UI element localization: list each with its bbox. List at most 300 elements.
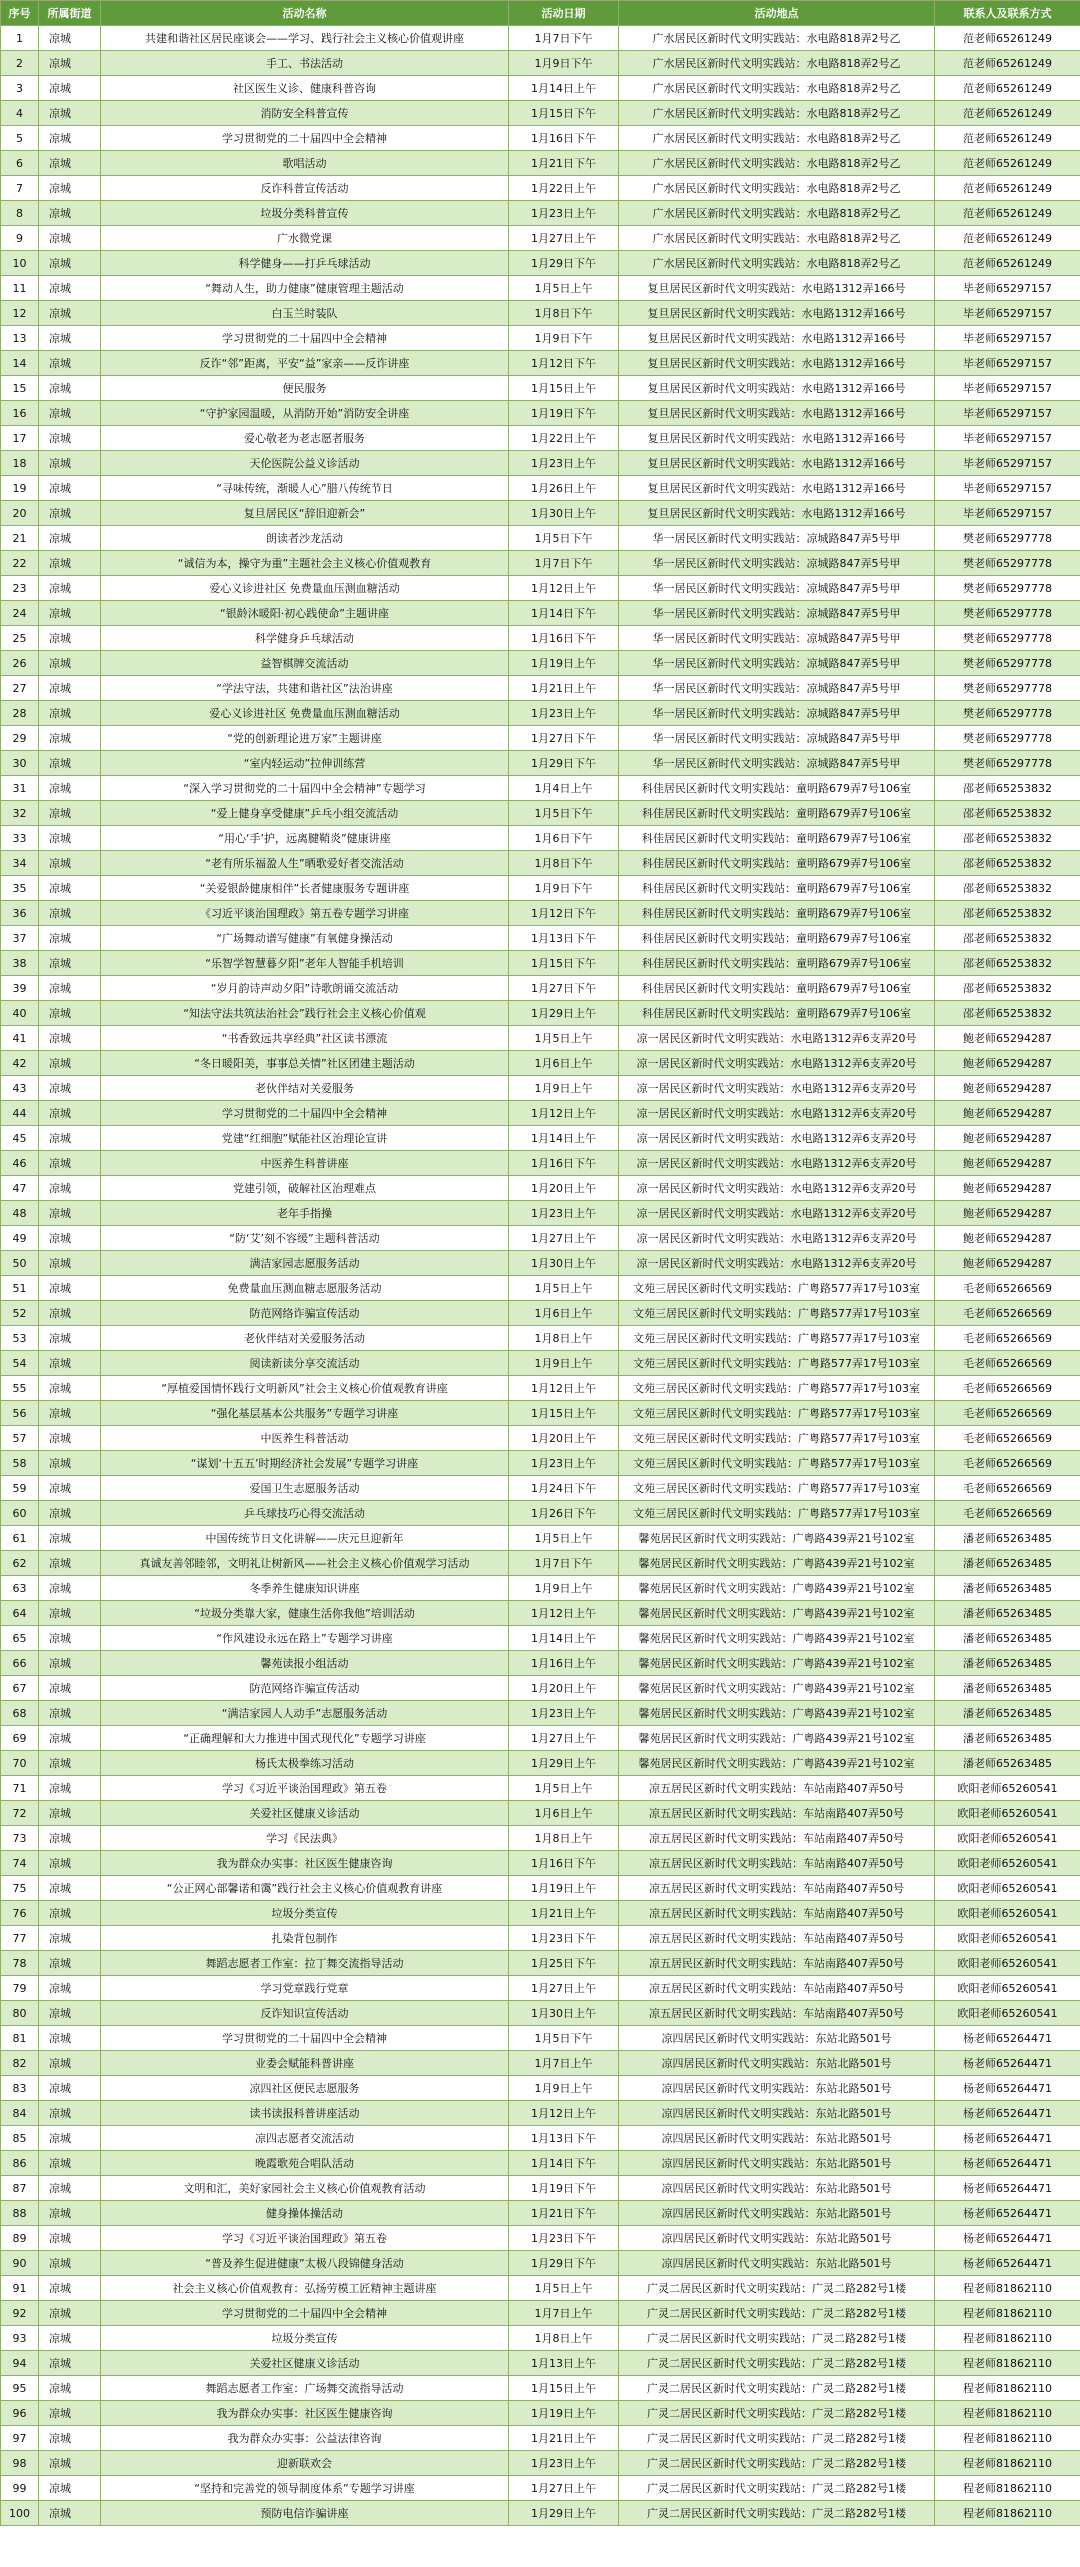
- cell-index: 49: [1, 1226, 39, 1251]
- cell-contact: 毕老师65297157: [935, 426, 1080, 451]
- cell-contact: 欧阳老师65260541: [935, 1901, 1080, 1926]
- cell-activity-location: 凉五居民区新时代文明实践站：车站南路407弄50号: [619, 1851, 935, 1876]
- cell-street: 凉城: [39, 451, 101, 476]
- table-row: [1, 651, 1080, 676]
- cell-activity-date: 1月23日上午: [509, 2451, 619, 2476]
- cell-index: 16: [1, 401, 39, 426]
- cell-contact: 毛老师65266569: [935, 1376, 1080, 1401]
- cell-activity-date: 1月23日上午: [509, 201, 619, 226]
- cell-activity-date: 1月19日上午: [509, 1876, 619, 1901]
- table-row: [1, 426, 1080, 451]
- table-row: [1, 26, 1080, 51]
- cell-activity-location: 馨苑居民区新时代文明实践站：广粤路439弄21号102室: [619, 1526, 935, 1551]
- cell-index: 46: [1, 1151, 39, 1176]
- cell-contact: 毕老师65297157: [935, 401, 1080, 426]
- cell-index: 100: [1, 2501, 39, 2526]
- table-row: [1, 2326, 1080, 2351]
- cell-activity-name: 共建和谐社区居民座谈会——学习、践行社会主义核心价值观讲座: [101, 26, 509, 51]
- cell-activity-date: 1月21日上午: [509, 1901, 619, 1926]
- cell-contact: 杨老师65264471: [935, 2226, 1080, 2251]
- cell-index: 88: [1, 2201, 39, 2226]
- cell-contact: 杨老师65264471: [935, 2126, 1080, 2151]
- cell-contact: 潘老师65263485: [935, 1651, 1080, 1676]
- table-row: [1, 76, 1080, 101]
- cell-contact: 欧阳老师65260541: [935, 1826, 1080, 1851]
- cell-activity-name: “正确理解和大力推进中国式现代化”专题学习讲座: [101, 1726, 509, 1751]
- cell-activity-location: 广灵二居民区新时代文明实践站：广灵二路282号1楼: [619, 2501, 935, 2526]
- cell-activity-name: 读书读报科普讲座活动: [101, 2101, 509, 2126]
- cell-street: 凉城: [39, 926, 101, 951]
- cell-street: 凉城: [39, 1201, 101, 1226]
- table-row: [1, 1626, 1080, 1651]
- cell-activity-location: 科佳居民区新时代文明实践站：童明路679弄7号106室: [619, 951, 935, 976]
- cell-activity-date: 1月13日下午: [509, 926, 619, 951]
- table-row: [1, 601, 1080, 626]
- cell-activity-date: 1月16日下午: [509, 126, 619, 151]
- cell-street: 凉城: [39, 1626, 101, 1651]
- cell-activity-location: 复旦居民区新时代文明实践站：水电路1312弄166号: [619, 476, 935, 501]
- cell-street: 凉城: [39, 376, 101, 401]
- cell-activity-date: 1月12日上午: [509, 2101, 619, 2126]
- table-row: [1, 2301, 1080, 2326]
- cell-index: 28: [1, 701, 39, 726]
- table-row: [1, 201, 1080, 226]
- cell-contact: 范老师65261249: [935, 26, 1080, 51]
- cell-contact: 程老师81862110: [935, 2301, 1080, 2326]
- cell-contact: 樊老师65297778: [935, 526, 1080, 551]
- cell-activity-location: 科佳居民区新时代文明实践站：童明路679弄7号106室: [619, 776, 935, 801]
- cell-street: 凉城: [39, 1801, 101, 1826]
- cell-index: 26: [1, 651, 39, 676]
- table-row: [1, 1926, 1080, 1951]
- cell-activity-location: 广灵二居民区新时代文明实践站：广灵二路282号1楼: [619, 2476, 935, 2501]
- cell-activity-location: 华一居民区新时代文明实践站：凉城路847弄5号甲: [619, 651, 935, 676]
- table-row: [1, 351, 1080, 376]
- cell-index: 31: [1, 776, 39, 801]
- cell-activity-date: 1月6日下午: [509, 826, 619, 851]
- cell-activity-location: 凉五居民区新时代文明实践站：车站南路407弄50号: [619, 1776, 935, 1801]
- cell-activity-name: 关爱社区健康义诊活动: [101, 2351, 509, 2376]
- table-row: [1, 701, 1080, 726]
- cell-activity-location: 馨苑居民区新时代文明实践站：广粤路439弄21号102室: [619, 1651, 935, 1676]
- table-row: [1, 626, 1080, 651]
- cell-contact: 潘老师65263485: [935, 1551, 1080, 1576]
- cell-activity-date: 1月29日上午: [509, 1751, 619, 1776]
- cell-activity-location: 凉五居民区新时代文明实践站：车站南路407弄50号: [619, 1976, 935, 2001]
- header-street: 所属街道: [39, 1, 101, 26]
- cell-contact: 鲍老师65294287: [935, 1201, 1080, 1226]
- cell-activity-date: 1月27日上午: [509, 1726, 619, 1751]
- cell-activity-location: 凉四居民区新时代文明实践站：东站北路501号: [619, 2226, 935, 2251]
- cell-activity-name: 迎新联欢会: [101, 2451, 509, 2476]
- cell-contact: 邵老师65253832: [935, 901, 1080, 926]
- cell-index: 17: [1, 426, 39, 451]
- cell-street: 凉城: [39, 2126, 101, 2151]
- table-row: [1, 1251, 1080, 1276]
- table-row: [1, 1501, 1080, 1526]
- cell-activity-name: 党建引领，破解社区治理难点: [101, 1176, 509, 1201]
- cell-activity-date: 1月29日上午: [509, 1001, 619, 1026]
- cell-activity-name: “作风建设永远在路上”专题学习讲座: [101, 1626, 509, 1651]
- cell-contact: 程老师81862110: [935, 2351, 1080, 2376]
- cell-activity-location: 凉四居民区新时代文明实践站：东站北路501号: [619, 2151, 935, 2176]
- cell-activity-date: 1月21日下午: [509, 2201, 619, 2226]
- cell-contact: 范老师65261249: [935, 201, 1080, 226]
- cell-street: 凉城: [39, 151, 101, 176]
- cell-contact: 鲍老师65294287: [935, 1101, 1080, 1126]
- table-row: [1, 2276, 1080, 2301]
- cell-activity-location: 凉五居民区新时代文明实践站：车站南路407弄50号: [619, 1926, 935, 1951]
- cell-street: 凉城: [39, 1351, 101, 1376]
- cell-activity-date: 1月12日上午: [509, 1101, 619, 1126]
- cell-index: 22: [1, 551, 39, 576]
- cell-street: 凉城: [39, 1226, 101, 1251]
- table-row: [1, 326, 1080, 351]
- cell-activity-name: 科学健身乒乓球活动: [101, 626, 509, 651]
- cell-activity-location: 凉一居民区新时代文明实践站：水电路1312弄6支弄20号: [619, 1201, 935, 1226]
- cell-street: 凉城: [39, 576, 101, 601]
- cell-index: 58: [1, 1451, 39, 1476]
- cell-activity-date: 1月6日上午: [509, 1301, 619, 1326]
- cell-activity-location: 凉五居民区新时代文明实践站：车站南路407弄50号: [619, 1951, 935, 1976]
- table-row: [1, 1151, 1080, 1176]
- cell-activity-name: 垃圾分类宣传: [101, 1901, 509, 1926]
- cell-activity-location: 凉四居民区新时代文明实践站：东站北路501号: [619, 2076, 935, 2101]
- cell-index: 62: [1, 1551, 39, 1576]
- cell-activity-name: “公正网心部馨诺和霭”践行社会主义核心价值观教育讲座: [101, 1876, 509, 1901]
- cell-contact: 欧阳老师65260541: [935, 1951, 1080, 1976]
- cell-index: 52: [1, 1301, 39, 1326]
- cell-activity-location: 广水居民区新时代文明实践站：水电路818弄2号乙: [619, 126, 935, 151]
- cell-street: 凉城: [39, 1551, 101, 1576]
- cell-activity-date: 1月24日下午: [509, 1476, 619, 1501]
- table-row: [1, 1526, 1080, 1551]
- cell-activity-date: 1月5日上午: [509, 1776, 619, 1801]
- cell-index: 39: [1, 976, 39, 1001]
- cell-activity-name: “党的创新理论进万家”主题讲座: [101, 726, 509, 751]
- cell-activity-name: 科学健身——打乒乓球活动: [101, 251, 509, 276]
- cell-street: 凉城: [39, 526, 101, 551]
- table-row: [1, 2101, 1080, 2126]
- table-row: [1, 1701, 1080, 1726]
- cell-activity-name: 中医养生科普活动: [101, 1426, 509, 1451]
- cell-activity-date: 1月6日上午: [509, 1051, 619, 1076]
- cell-activity-location: 复旦居民区新时代文明实践站：水电路1312弄166号: [619, 351, 935, 376]
- cell-activity-date: 1月30日上午: [509, 1251, 619, 1276]
- cell-street: 凉城: [39, 201, 101, 226]
- cell-street: 凉城: [39, 2226, 101, 2251]
- cell-activity-date: 1月8日上午: [509, 2326, 619, 2351]
- cell-street: 凉城: [39, 851, 101, 876]
- cell-contact: 毕老师65297157: [935, 326, 1080, 351]
- cell-index: 89: [1, 2226, 39, 2251]
- cell-index: 68: [1, 1701, 39, 1726]
- cell-index: 38: [1, 951, 39, 976]
- cell-activity-date: 1月27日上午: [509, 226, 619, 251]
- table-row: [1, 1376, 1080, 1401]
- cell-activity-location: 科佳居民区新时代文明实践站：童明路679弄7号106室: [619, 876, 935, 901]
- cell-activity-location: 凉五居民区新时代文明实践站：车站南路407弄50号: [619, 1876, 935, 1901]
- cell-street: 凉城: [39, 1451, 101, 1476]
- table-row: [1, 2176, 1080, 2201]
- cell-activity-date: 1月5日上午: [509, 1026, 619, 1051]
- cell-contact: 潘老师65263485: [935, 1626, 1080, 1651]
- cell-index: 81: [1, 2026, 39, 2051]
- cell-activity-date: 1月7日上午: [509, 2051, 619, 2076]
- cell-activity-location: 凉一居民区新时代文明实践站：水电路1312弄6支弄20号: [619, 1226, 935, 1251]
- cell-activity-location: 凉一居民区新时代文明实践站：水电路1312弄6支弄20号: [619, 1176, 935, 1201]
- cell-activity-location: 凉一居民区新时代文明实践站：水电路1312弄6支弄20号: [619, 1251, 935, 1276]
- cell-activity-name: 天伦医院公益义诊活动: [101, 451, 509, 476]
- table-row: [1, 1651, 1080, 1676]
- cell-activity-name: “垃圾分类靠大家，健康生活你我他”培训活动: [101, 1601, 509, 1626]
- cell-activity-name: “用心‘手’护，远离腱鞘炎”健康讲座: [101, 826, 509, 851]
- cell-street: 凉城: [39, 1176, 101, 1201]
- cell-street: 凉城: [39, 501, 101, 526]
- cell-contact: 毕老师65297157: [935, 351, 1080, 376]
- cell-activity-name: “厚植爱国情怀践行文明新风”社会主义核心价值观教育讲座: [101, 1376, 509, 1401]
- cell-contact: 杨老师65264471: [935, 2176, 1080, 2201]
- cell-activity-date: 1月6日上午: [509, 1801, 619, 1826]
- cell-street: 凉城: [39, 551, 101, 576]
- cell-contact: 潘老师65263485: [935, 1676, 1080, 1701]
- cell-activity-date: 1月23日下午: [509, 2226, 619, 2251]
- cell-activity-location: 科佳居民区新时代文明实践站：童明路679弄7号106室: [619, 926, 935, 951]
- cell-activity-location: 华一居民区新时代文明实践站：凉城路847弄5号甲: [619, 551, 935, 576]
- cell-activity-location: 文苑三居民区新时代文明实践站：广粤路577弄17号103室: [619, 1451, 935, 1476]
- cell-activity-name: “舞动人生，助力健康”健康管理主题活动: [101, 276, 509, 301]
- cell-index: 95: [1, 2376, 39, 2401]
- cell-activity-date: 1月12日下午: [509, 901, 619, 926]
- cell-activity-date: 1月29日下午: [509, 2251, 619, 2276]
- cell-activity-date: 1月5日上午: [509, 2276, 619, 2301]
- cell-activity-date: 1月14日上午: [509, 1126, 619, 1151]
- table-row: [1, 151, 1080, 176]
- cell-activity-location: 广水居民区新时代文明实践站：水电路818弄2号乙: [619, 26, 935, 51]
- header-activity-date: 活动日期: [509, 1, 619, 26]
- cell-activity-date: 1月14日下午: [509, 601, 619, 626]
- cell-index: 71: [1, 1776, 39, 1801]
- cell-contact: 杨老师65264471: [935, 2051, 1080, 2076]
- cell-contact: 樊老师65297778: [935, 701, 1080, 726]
- cell-index: 80: [1, 2001, 39, 2026]
- cell-index: 69: [1, 1726, 39, 1751]
- cell-street: 凉城: [39, 1076, 101, 1101]
- table-row: [1, 2201, 1080, 2226]
- cell-street: 凉城: [39, 1476, 101, 1501]
- table-row: [1, 1876, 1080, 1901]
- cell-contact: 毛老师65266569: [935, 1326, 1080, 1351]
- table-row: [1, 2051, 1080, 2076]
- cell-activity-name: 复旦居民区“辞旧迎新会”: [101, 501, 509, 526]
- cell-index: 54: [1, 1351, 39, 1376]
- cell-activity-name: 馨苑读报小组活动: [101, 1651, 509, 1676]
- table-row: [1, 726, 1080, 751]
- cell-street: 凉城: [39, 1401, 101, 1426]
- cell-street: 凉城: [39, 1301, 101, 1326]
- cell-contact: 欧阳老师65260541: [935, 1876, 1080, 1901]
- cell-index: 61: [1, 1526, 39, 1551]
- cell-index: 65: [1, 1626, 39, 1651]
- cell-activity-location: 华一居民区新时代文明实践站：凉城路847弄5号甲: [619, 726, 935, 751]
- cell-index: 15: [1, 376, 39, 401]
- cell-activity-location: 文苑三居民区新时代文明实践站：广粤路577弄17号103室: [619, 1501, 935, 1526]
- table-row: [1, 1451, 1080, 1476]
- cell-contact: 潘老师65263485: [935, 1526, 1080, 1551]
- cell-contact: 程老师81862110: [935, 2501, 1080, 2526]
- cell-street: 凉城: [39, 2251, 101, 2276]
- table-row: [1, 976, 1080, 1001]
- cell-activity-date: 1月27日下午: [509, 976, 619, 1001]
- cell-activity-date: 1月19日下午: [509, 401, 619, 426]
- table-row: [1, 176, 1080, 201]
- cell-activity-location: 广水居民区新时代文明实践站：水电路818弄2号乙: [619, 101, 935, 126]
- cell-index: 6: [1, 151, 39, 176]
- cell-activity-name: 老年手指操: [101, 1201, 509, 1226]
- cell-activity-name: 广水微党课: [101, 226, 509, 251]
- cell-activity-date: 1月27日上午: [509, 1226, 619, 1251]
- cell-street: 凉城: [39, 1876, 101, 1901]
- cell-activity-date: 1月14日下午: [509, 2151, 619, 2176]
- cell-activity-name: “岁月韵诗声动夕阳”诗歌朗诵交流活动: [101, 976, 509, 1001]
- cell-activity-location: 文苑三居民区新时代文明实践站：广粤路577弄17号103室: [619, 1426, 935, 1451]
- cell-activity-location: 广水居民区新时代文明实践站：水电路818弄2号乙: [619, 201, 935, 226]
- cell-contact: 鲍老师65294287: [935, 1051, 1080, 1076]
- cell-activity-name: “乐智学智慧暮夕阳”老年人智能手机培训: [101, 951, 509, 976]
- cell-contact: 范老师65261249: [935, 151, 1080, 176]
- cell-activity-name: 防范网络诈骗宣传活动: [101, 1676, 509, 1701]
- cell-index: 21: [1, 526, 39, 551]
- cell-index: 84: [1, 2101, 39, 2126]
- cell-activity-location: 文苑三居民区新时代文明实践站：广粤路577弄17号103室: [619, 1476, 935, 1501]
- cell-activity-location: 馨苑居民区新时代文明实践站：广粤路439弄21号102室: [619, 1551, 935, 1576]
- cell-activity-location: 复旦居民区新时代文明实践站：水电路1312弄166号: [619, 301, 935, 326]
- cell-street: 凉城: [39, 2201, 101, 2226]
- cell-activity-location: 广灵二居民区新时代文明实践站：广灵二路282号1楼: [619, 2426, 935, 2451]
- cell-index: 53: [1, 1326, 39, 1351]
- cell-activity-date: 1月20日上午: [509, 1676, 619, 1701]
- cell-street: 凉城: [39, 1576, 101, 1601]
- cell-activity-name: “谋划‘十五五’时期经济社会发展”专题学习讲座: [101, 1451, 509, 1476]
- cell-street: 凉城: [39, 1001, 101, 1026]
- cell-activity-date: 1月9日上午: [509, 1576, 619, 1601]
- cell-contact: 毕老师65297157: [935, 376, 1080, 401]
- cell-activity-location: 华一居民区新时代文明实践站：凉城路847弄5号甲: [619, 601, 935, 626]
- cell-activity-location: 广灵二居民区新时代文明实践站：广灵二路282号1楼: [619, 2301, 935, 2326]
- cell-contact: 程老师81862110: [935, 2326, 1080, 2351]
- cell-street: 凉城: [39, 276, 101, 301]
- cell-activity-location: 广灵二居民区新时代文明实践站：广灵二路282号1楼: [619, 2276, 935, 2301]
- cell-activity-date: 1月5日上午: [509, 276, 619, 301]
- cell-activity-date: 1月21日上午: [509, 2426, 619, 2451]
- table-row: [1, 801, 1080, 826]
- cell-activity-date: 1月5日上午: [509, 1276, 619, 1301]
- cell-street: 凉城: [39, 2376, 101, 2401]
- cell-activity-name: 反诈科普宣传活动: [101, 176, 509, 201]
- cell-contact: 樊老师65297778: [935, 576, 1080, 601]
- cell-index: 85: [1, 2126, 39, 2151]
- cell-contact: 樊老师65297778: [935, 726, 1080, 751]
- cell-activity-name: 冬季养生健康知识讲座: [101, 1576, 509, 1601]
- cell-contact: 邵老师65253832: [935, 976, 1080, 1001]
- cell-activity-location: 科佳居民区新时代文明实践站：童明路679弄7号106室: [619, 851, 935, 876]
- header-index: 序号: [1, 1, 39, 26]
- cell-activity-name: 益智棋牌交流活动: [101, 651, 509, 676]
- cell-contact: 范老师65261249: [935, 176, 1080, 201]
- cell-activity-date: 1月14日上午: [509, 76, 619, 101]
- cell-activity-name: “满洁家园人人动手”志愿服务活动: [101, 1701, 509, 1726]
- cell-activity-date: 1月15日下午: [509, 951, 619, 976]
- cell-activity-name: 社区医生义诊、健康科普咨询: [101, 76, 509, 101]
- cell-contact: 杨老师65264471: [935, 2151, 1080, 2176]
- cell-activity-name: 关爱社区健康义诊活动: [101, 1801, 509, 1826]
- cell-contact: 范老师65261249: [935, 226, 1080, 251]
- cell-activity-location: 凉一居民区新时代文明实践站：水电路1312弄6支弄20号: [619, 1101, 935, 1126]
- cell-street: 凉城: [39, 1051, 101, 1076]
- cell-street: 凉城: [39, 251, 101, 276]
- cell-contact: 樊老师65297778: [935, 676, 1080, 701]
- cell-index: 9: [1, 226, 39, 251]
- cell-street: 凉城: [39, 1126, 101, 1151]
- table-row: [1, 501, 1080, 526]
- table-row: [1, 1951, 1080, 1976]
- cell-street: 凉城: [39, 2176, 101, 2201]
- cell-index: 30: [1, 751, 39, 776]
- cell-activity-location: 文苑三居民区新时代文明实践站：广粤路577弄17号103室: [619, 1376, 935, 1401]
- cell-activity-date: 1月12日下午: [509, 351, 619, 376]
- cell-activity-name: 歌唱活动: [101, 151, 509, 176]
- table-row: [1, 901, 1080, 926]
- cell-activity-location: 广水居民区新时代文明实践站：水电路818弄2号乙: [619, 76, 935, 101]
- cell-index: 87: [1, 2176, 39, 2201]
- cell-street: 凉城: [39, 1676, 101, 1701]
- table-row: [1, 2151, 1080, 2176]
- cell-index: 92: [1, 2301, 39, 2326]
- cell-activity-location: 复旦居民区新时代文明实践站：水电路1312弄166号: [619, 401, 935, 426]
- cell-activity-name: 学习党章践行党章: [101, 1976, 509, 2001]
- cell-activity-name: 我为群众办实事：社区医生健康咨询: [101, 1851, 509, 1876]
- cell-contact: 欧阳老师65260541: [935, 1776, 1080, 1801]
- cell-index: 48: [1, 1201, 39, 1226]
- cell-index: 57: [1, 1426, 39, 1451]
- cell-index: 35: [1, 876, 39, 901]
- cell-activity-location: 凉四居民区新时代文明实践站：东站北路501号: [619, 2176, 935, 2201]
- cell-activity-date: 1月12日上午: [509, 576, 619, 601]
- cell-activity-name: 中国传统节日文化讲解——庆元旦迎新年: [101, 1526, 509, 1551]
- cell-activity-date: 1月8日下午: [509, 301, 619, 326]
- cell-activity-name: “室内轻运动”拉伸训练营: [101, 751, 509, 776]
- cell-activity-date: 1月13日下午: [509, 2126, 619, 2151]
- cell-activity-name: 满洁家园志愿服务活动: [101, 1251, 509, 1276]
- cell-street: 凉城: [39, 226, 101, 251]
- cell-street: 凉城: [39, 701, 101, 726]
- cell-street: 凉城: [39, 426, 101, 451]
- cell-contact: 范老师65261249: [935, 251, 1080, 276]
- cell-index: 75: [1, 1876, 39, 1901]
- table-row: [1, 1101, 1080, 1126]
- table-row: [1, 476, 1080, 501]
- cell-activity-name: 凉四志愿者交流活动: [101, 2126, 509, 2151]
- cell-activity-name: 《习近平谈治国理政》第五卷专题学习讲座: [101, 901, 509, 926]
- cell-activity-name: 学习《习近平谈治国理政》第五卷: [101, 1776, 509, 1801]
- cell-index: 93: [1, 2326, 39, 2351]
- table-row: [1, 1226, 1080, 1251]
- cell-activity-date: 1月13日上午: [509, 2351, 619, 2376]
- table-row: [1, 1276, 1080, 1301]
- cell-contact: 毛老师65266569: [935, 1351, 1080, 1376]
- cell-activity-date: 1月5日下午: [509, 2026, 619, 2051]
- cell-index: 97: [1, 2426, 39, 2451]
